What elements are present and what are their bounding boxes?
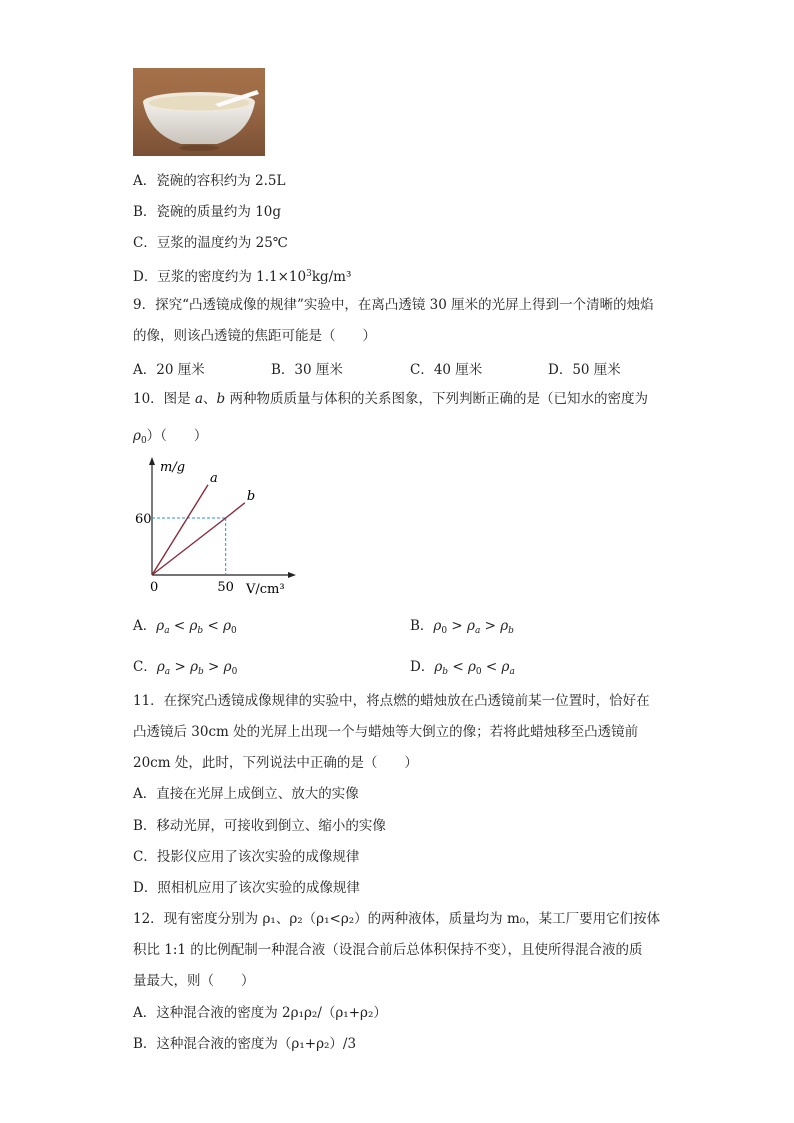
q9-stem-line2: 的像，则该凸透镜的焦距可能是（ ）	[133, 328, 376, 344]
q11-stem-line2: 凸透镜后 30cm 处的光屏上出现一个与蜡烛等大倒立的像；若将此蜡烛移至凸透镜前	[133, 724, 639, 740]
q10-option-c: C．$\rho_a > \rho_b > \rho_0$	[133, 659, 238, 677]
q8-option-c: C．豆浆的温度约为 25℃	[133, 235, 288, 251]
q10-suffix: 两种物质质量与体积的关系图象，下列判断正确的是（已知水的密度为	[225, 391, 648, 407]
x-axis-arrow	[288, 572, 296, 578]
series-label-b: b	[246, 488, 256, 504]
q8-option-d-suffix: kg/m³	[311, 269, 352, 285]
mass-volume-chart	[130, 455, 300, 609]
soymilk-bowl-photo	[133, 68, 265, 156]
plot-layer	[152, 471, 255, 575]
q10-rho0-sub: 0	[140, 436, 147, 446]
q10-option-d: D．$\rho_b < \rho_0 < \rho_a$	[410, 659, 515, 677]
q9-option-d: D．50 厘米	[548, 362, 621, 378]
q8-option-d-sup: 3	[306, 269, 312, 279]
q10-line2-suffix: ）（ ）	[146, 428, 208, 444]
q10-var-b: b	[216, 391, 226, 407]
q11-stem-line1: 11．在探究凸透镜成像规律的实验中，将点燃的蜡烛放在凸透镜前某一位置时，恰好在	[133, 693, 650, 709]
q11-option-b: B．移动光屏，可接收到倒立、缩小的实像	[133, 818, 386, 834]
series-line-a	[152, 485, 208, 575]
bowl-image	[133, 68, 265, 156]
q10-stem-line2	[133, 427, 207, 450]
q10-sep: 、	[203, 391, 217, 407]
q11-stem-line3: 20cm 处，此时，下列说法中正确的是（ ）	[133, 755, 418, 771]
series-label-a: a	[210, 470, 218, 486]
q9-option-b: B．30 厘米	[271, 362, 343, 378]
y-tick-label: 60	[135, 512, 152, 527]
x-tick-label: 50	[217, 580, 234, 595]
q10-var-a: a	[194, 391, 204, 407]
q12-stem-line1: 12．现有密度分别为 ρ₁、ρ₂（ρ₁<ρ₂）的两种液体，质量均为 m₀，某工厂要用它们按体	[133, 911, 661, 927]
q10-option-a: A．$\rho_a < \rho_b < \rho_0$	[133, 618, 237, 636]
q10-stem-line1	[133, 390, 648, 408]
q11-option-c: C．投影仪应用了该次实验的成像规律	[133, 849, 360, 865]
origin-label: 0	[150, 580, 159, 595]
series-line-b	[152, 503, 245, 575]
q10-prefix: 10．图是	[133, 391, 195, 407]
q12-option-b: B．这种混合液的密度为（ρ₁+ρ₂）/3	[133, 1036, 357, 1052]
y-axis-label: m/g	[160, 460, 186, 475]
x-axis-label: V/cm³	[246, 582, 285, 597]
mass-volume-chart-svg	[130, 455, 300, 605]
q9-option-a: A．20 厘米	[133, 362, 205, 378]
q8-option-a: A．瓷碗的容积约为 2.5L	[133, 173, 286, 189]
q12-stem-line2: 积比 1:1 的比例配制一种混合液（设混合前后总体积保持不变），且使所得混合液的质	[133, 942, 643, 958]
q10-option-b: B．$\rho_0 > \rho_a > \rho_b$	[410, 618, 514, 636]
q10-rho0: ρ	[133, 428, 141, 444]
q8-option-d-prefix: D．豆浆的密度约为 1.1×10	[133, 269, 307, 285]
y-axis-arrow	[149, 457, 155, 465]
q12-option-a: A．这种混合液的密度为 2ρ₁ρ₂/（ρ₁+ρ₂）	[133, 1005, 387, 1021]
q12-stem-line3: 量最大，则（ ）	[133, 973, 255, 989]
q11-option-a: A．直接在光屏上成倒立、放大的实像	[133, 786, 359, 802]
q9-stem-line1: 9．探究“凸透镜成像的规律”实验中，在离凸透镜 30 厘米的光屏上得到一个清晰的烛焰	[133, 297, 654, 313]
q8-option-b: B．瓷碗的质量约为 10g	[133, 204, 282, 220]
q8-option-d	[133, 265, 351, 286]
q11-option-d: D．照相机应用了该次实验的成像规律	[133, 880, 360, 896]
q9-option-c: C．40 厘米	[410, 362, 483, 378]
